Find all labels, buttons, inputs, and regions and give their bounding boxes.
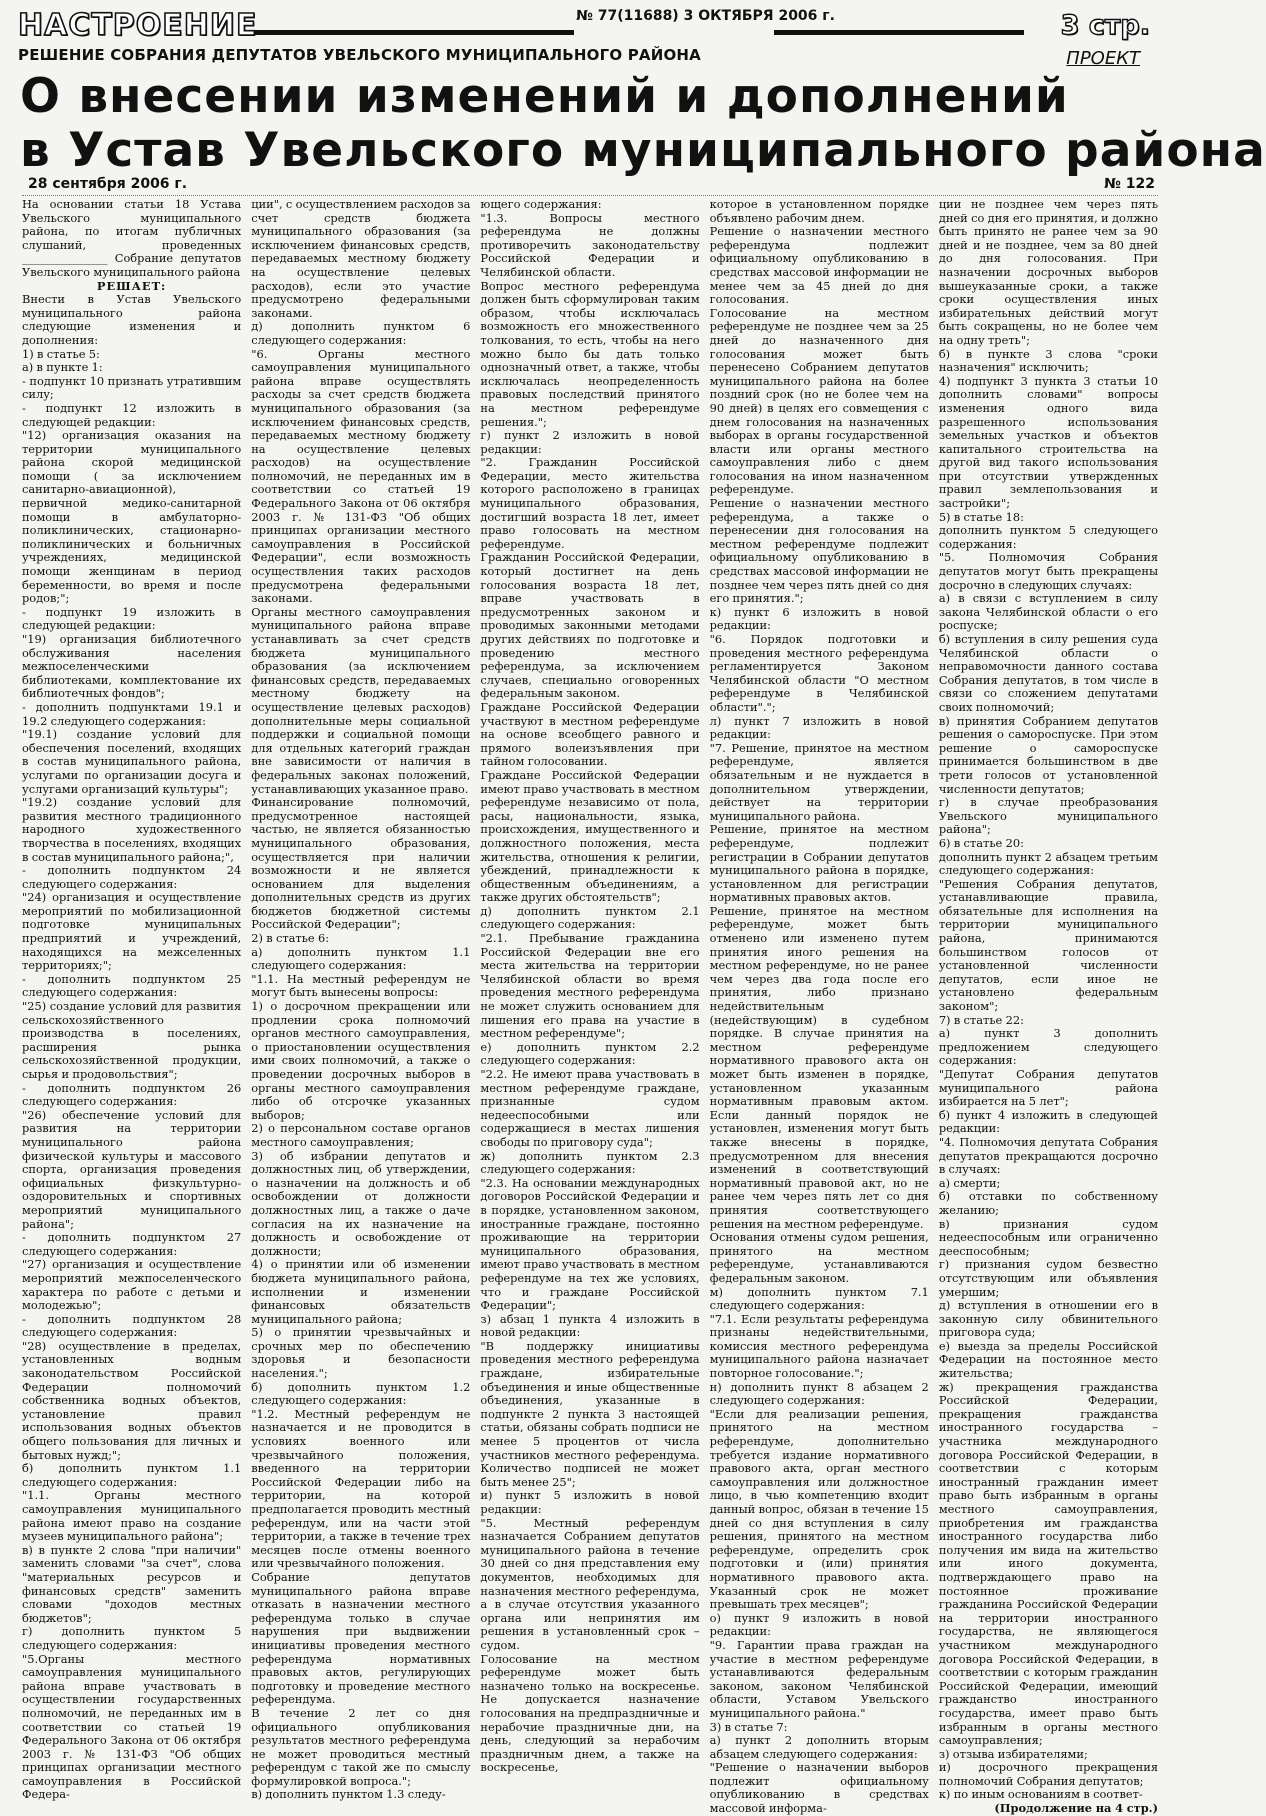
column-4 <box>709 197 929 1816</box>
column-5-text: ции не позднее чем через пять дней со дня его принятия, и должно быть принято не ранее чем за 90 дней и не позднее, чем за 80 дней до дня голосования. При назначении досрочных выборов вышеуказанные сроки, а также сроки осуществления иных избирательных действий могут быть сокращены, но не более чем на одну треть"; б) в пункте 3 слова "сроки назначения" исключить; 4) подпункт 3 пункта 3 статьи 10 дополнить словами" вопросы изменения одного вида разрешенного использования земельных участков и объектов капитального строительства на другой вид такого использования при отсутствии утвержденных правил землепользования и застройки"; 5) в статье 18: дополнить пунктом 5 следующего содержания: "5. Полномочия Собрания депутатов могут быть прекращены досрочно в следующих случаях: а) в связи с вступлением в силу закона Челябинской области о его роспуске; б) вступления в силу решения суда Челябинской области о неправомочности данного состава Собрания депутатов, в том числе в связи со сложением депутатами своих полномочий; в) принятия Собранием депутатов решения о самороспуске. При этом решение о самороспуске принимается большинством в две трети голосов от установленной численности депутатов; г) в случае преобразования Увельского муниципального района"; 6) в статье 20: дополнить пункт 2 абзацем третьим следующего содержания: "Решения Собрания депутатов, устанавливающие правила, обязательные для исполнения на территории муниципального района, принимаются большинством голосов от установленной численности депутатов, если иное не установлено федеральным законом"; 7) в статье 22: а) пункт 3 дополнить предложением следующего содержания: "Депутат Собрания депутатов муниципального района избирается на 5 лет"; б) пункт 4 изложить в следующей редакции: "4. Полномочия депутата Собрания депутатов прекращаются досрочно в случаях: а) смерти; б) отставки по собственному желанию; в) признания судом недееспособным или ограниченно дееспособным; г) признания судом безвестно отсутствующим или объявления умершим; д) вступления в отношении его в законную силу обвинительного приговора суда; е) выезда за пределы Российской Федерации на постоянное место жительства; ж) прекращения гражданства Российской Федерации, прекращения гражданства иностранного государства – участника международного договора Российской Федерации, в соответствии с которым иностранный гражданин имеет право быть избранным в органы местного самоуправления, приобретения им гражданства иностранного государства либо получения им вида на жительство или иного документа, подтверждающего право на постоянное проживание гражданина Российской Федерации на территории иностранного государства, не являющегося участником международного договора Российской Федерации, в соответствии с которым гражданин Российской Федерации, имеющий гражданство иностранного государства, имеет право быть избранным в органы местного самоуправления; з) отзыва избирателями; и) досрочного прекращения полномочий Собрания депутатов; к) по иным основаниям в соответ- <box>938 197 1159 1802</box>
headline-line-1: О внесении изменений и дополнений <box>20 69 1069 124</box>
continuation-note: (Продолжение на 4 стр.) <box>994 1801 1159 1816</box>
intro-paragraph: На основании статьи 18 Устава Увельского муниципального района, по итогам публичных слушаний, проведенных _______________ Собрание депутатов Увельского муниципального района <box>22 197 242 279</box>
column-2 <box>251 197 471 1802</box>
column-1 <box>22 197 242 1802</box>
page-number: 3 стр. <box>1055 10 1150 41</box>
column-4-text: которое в установленном порядке объявлено рабочим днем. Решение о назначении местного референдума подлежит официальному опубликованию в средствах массовой информации не менее чем за 45 дней до дня голосования. Голосование на местном референдуме не позднее чем за 25 дней до назначенного дня голосования может быть перенесено Собранием депутатов муниципального района на более поздний срок (но не более чем на 90 дней) в целях его совмещения с днем голосования на назначенных выборах в органы государственной власти или органы местного самоуправления либо с днем голосования на ином назначенном референдуме. Решение о назначении местного референдума, а также о перенесении дня голосования на местном референдуме подлежит официальному опубликованию в средствах массовой информации не позднее чем через пять дней со дня его принятия."; к) пункт 6 изложить в новой редакции: "6. Порядок подготовки и проведения местного референдума регламентируется Законом Челябинской области "О местном референдуме в Челябинской области"."; л) пункт 7 изложить в новой редакции: "7. Решение, принятое на местном референдуме, является обязательным и не нуждается в дополнительном утверждении, действует на территории муниципального района. Решение, принятое на местном референдуме, подлежит регистрации в Собрании депутатов муниципального района в порядке, установленном для регистрации нормативных правовых актов. Решение, принятое на местном референдуме, может быть отменено или изменено путем принятия иного решения на местном референдуме, но не ранее чем через два года после его принятия, либо признано недействительным (недействующим) в судебном порядке. В случае принятия на местном референдуме нормативного правового акта он может быть изменен в порядке, установленном указанным нормативным правовым актом. Если данный порядок не установлен, изменения могут быть также внесены в порядке, предусмотренном для внесения изменений в соответствующий нормативный правовой акт, но не ранее чем через пять лет со дня принятия соответствующего решения на местном референдуме. Основания отмены судом решения, принятого на местном референдуме, устанавливаются федеральным законом. м) дополнить пунктом 7.1 следующего содержания: "7.1. Если результаты референдума признаны недействительными, комиссия местного референдума муниципального района назначает повторное голосование."; н) дополнить пункт 8 абзацем 2 следующего содержания: "Если для реализации решения, принятого на местном референдуме, дополнительно требуется издание нормативного правового акта, орган местного самоуправления или должностное лицо, в чью компетенцию входит данный вопрос, обязан в течение 15 дней со дня вступления в силу решения, принятого на местном референдуме, определить срок подготовки и (или) принятия нормативного правового акта. Указанный срок не может превышать трех месяцев"; о) пункт 9 изложить в новой редакции: "9. Гарантии права граждан на участие в местном референдуме устанавливаются федеральным законом, законом Челябинской области, Уставом Увельского муниципального района." 3) в статье 7: а) пункт 2 дополнить вторым абзацем следующего содержания: "Решение о назначении выборов подлежит официальному опубликованию в средствах массовой информа- <box>709 197 929 1816</box>
divider <box>22 195 1158 196</box>
column-3-text: ющего содержания: "1.3. Вопросы местного референдума не должны противоречить законодательству Российской Федерации и Челябинской области. Вопрос местного референдума должен быть сформулирован таким образом, чтобы исключалась возможность его множественного толкования, то есть, чтобы на него можно было бы дать только однозначный ответ, а также, чтобы исключалась неопределенность правовых последствий принятого на местном референдуме решения."; г) пункт 2 изложить в новой редакции: "2. Гражданин Российской Федерации, место жительства которого расположено в границах муниципального образования, достигший возраста 18 лет, имеет право голосовать на местном референдуме. Гражданин Российской Федерации, который достигнет на день голосования возраста 18 лет, вправе участвовать в предусмотренных законом и проводимых законными методами других действиях по подготовке и проведению местного референдума, за исключением случаев, специально оговоренных федеральным законом. Граждане Российской Федерации участвуют в местном референдуме на основе всеобщего равного и прямого волеизъявления при тайном голосовании. Граждане Российской Федерации имеют право участвовать в местном референдуме независимо от пола, расы, национальности, языка, происхождения, имущественного и должностного положения, места жительства, отношения к религии, убеждений, принадлежности к общественным объединениям, а также других обстоятельств"; д) дополнить пунктом 2.1 следующего содержания: "2.1. Пребывание гражданина Российской Федерации вне его места жительства на территории Челябинской области во время проведения местного референдума не может служить основанием для лишения его права на участие в местном референдуме"; е) дополнить пунктом 2.2 следующего содержания: "2.2. Не имеют права участвовать в местном референдуме граждане, признанные судом недееспособными или содержащиеся в местах лишения свободы по приговору суда"; ж) дополнить пунктом 2.3 следующего содержания: "2.3. На основании международных договоров Российской Федерации и в порядке, установленном законом, иностранные граждане, постоянно проживающие на территории муниципального образования, имеют право участвовать в местном референдуме на тех же условиях, что и граждане Российской Федерации"; з) абзац 1 пункта 4 изложить в новой редакции: "В поддержку инициативы проведения местного референдума граждане, избирательные объединения и иные общественные объединения, указанные в подпункте 2 пункта 3 настоящей статьи, обязаны собрать подписи не менее 5 процентов от числа участников местного референдума. Количество подписей не может быть менее 25"; и) пункт 5 изложить в новой редакции: "5. Местный референдум назначается Собранием депутатов муниципального района в течение 30 дней со дня представления ему документов, необходимых для назначения местного референдума, а в случае отсутствия указанного органа или непринятия им решения в установленный срок – судом. Голосование на местном референдуме может быть назначено только на воскресенье. Не допускается назначение голосования на предпраздничные и нерабочие праздничные дни, на день, следующий за нерабочим праздничным днем, а также на воскресенье, <box>480 197 700 1775</box>
decides-heading: РЕШАЕТ: <box>96 278 167 293</box>
headline <box>20 69 1266 178</box>
section-title: РЕШЕНИЕ СОБРАНИЯ ДЕПУТАТОВ УВЕЛЬСКОГО МУНИЦИПАЛЬНОГО РАЙОНА <box>18 46 701 64</box>
column-5 <box>938 197 1159 1816</box>
issue-info: № 77(11688) 3 ОКТЯБРЯ 2006 г. <box>570 8 841 24</box>
project-label: ПРОЕКТ <box>1066 48 1140 69</box>
decision-date: 28 сентября 2006 г. <box>28 176 188 192</box>
article-columns <box>22 197 1159 1816</box>
column-2-text: ции", с осуществлением расходов за счет средств бюджета муниципального образования (за исключением финансовых средств, передаваемых местному бюджету на осуществление целевых расходов), если это участие предусмотрено федеральными законами. д) дополнить пунктом 6 следующего содержания: "6. Органы местного самоуправления муниципального района вправе осуществлять расходы за счет средств бюджета муниципального образования (за исключением финансовых средств, передаваемых местному бюджету на осуществление целевых расходов) на осуществление полномочий, не переданных им в соответствии со статьей 19 Федерального Закона от 06 октября 2003 г. № 131-ФЗ "Об общих принципах организации местного самоуправления в Российской Федерации", если возможность осуществления таких расходов предусмотрена федеральными законами. Органы местного самоуправления муниципального района вправе устанавливать за счет средств бюджета муниципального образования (за исключением финансовых средств, передаваемых местному бюджету на осуществление целевых расходов) дополнительные меры социальной поддержки и социальной помощи для отдельных категорий граждан вне зависимости от наличия в федеральных законах положений, устанавливающих указанное право. Финансирование полномочий, предусмотренное настоящей частью, не является обязанностью муниципального образования, осуществляется при наличии возможности и не является основанием для выделения дополнительных средств из других бюджетов бюджетной системы Российской Федерации"; 2) в статье 6: а) дополнить пунктом 1.1 следующего содержания: "1.1. На местный референдум не могут быть вынесены вопросы: 1) о досрочном прекращении или продлении срока полномочий органов местного самоуправления, о приостановлении осуществления ими своих полномочий, а также о проведении досрочных выборов в органы местного самоуправления либо об отсрочке указанных выборов; 2) о персональном составе органов местного самоуправления; 3) об избрании депутатов и должностных лиц, об утверждении, о назначении на должность и об освобождении от должности должностных лиц, а также о даче согласия на их назначение на должность и освобождение от должности; 4) о принятии или об изменении бюджета муниципального района, исполнении и изменении финансовых обязательств муниципального района; 5) о принятии чрезвычайных и срочных мер по обеспечению здоровья и безопасности населения."; б) дополнить пунктом 1.2 следующего содержания: "1.2. Местный референдум не назначается и не проводится в условиях военного или чрезвычайного положения, введенного на территории Российской Федерации либо на территории, на которой предполагается проводить местный референдум, или на части этой территории, а также в течение трех месяцев после отмены военного или чрезвычайного положения. Собрание депутатов муниципального района вправе отказать в назначении местного референдума только в случае нарушения при выдвижении инициативы проведения местного референдума нормативных правовых актов, регулирующих подготовку и проведение местного референдума. В течение 2 лет со дня официального опубликования результатов местного референдума не может проводиться местный референдум с такой же по смыслу формулировкой вопроса."; в) дополнить пунктом 1.3 следу- <box>251 197 471 1802</box>
masthead <box>18 8 1158 68</box>
decision-number: № 122 <box>1104 176 1155 192</box>
masthead-rule <box>774 30 1024 35</box>
newspaper-title: НАСТРОЕНИЕ <box>18 8 258 43</box>
headline-line-2: в Устав Увельского муниципального района <box>20 123 1266 178</box>
column-3 <box>480 197 700 1775</box>
masthead-rule <box>250 30 574 35</box>
column-1-text: Внести в Устав Увельского муниципального района следующие изменения и дополнения: 1) в статье 5: а) в пункте 1: - подпункт 10 признать утратившим силу; - подпункт 12 изложить в следующей редакции: "12) организация оказания на территории муниципального района скорой медицинской помощи ( за исключением санитарно-авиационной), первичной медико-санитарной помощи в амбулаторно-поликлинических, стационарно-поликлинических и больничных учреждениях, медицинской помощи женщинам в период беременности, во время и после родов;"; - подпункт 19 изложить в следующей редакции: "19) организация библиотечного обслуживания населения межпоселенческими библиотеками, комплектование их библиотечных фондов"; - дополнить подпунктами 19.1 и 19.2 следующего содержания: "19.1) создание условий для обеспечения поселений, входящих в состав муниципального района, услугами по организации досуга и услугами организаций культуры"; "19.2) создание условий для развития местного традиционного народного художественного творчества в поселениях, входящих в состав муниципального района;", - дополнить подпунктом 24 следующего содержания: "24) организация и осуществление мероприятий по мобилизационной подготовке муниципальных предприятий и учреждений, находящихся на межселенных территориях;"; - дополнить подпунктом 25 следующего содержания: "25) создание условий для развития сельскохозяйственного производства в поселениях, расширения рынка сельскохозяйственной продукции, сырья и продовольствия"; - дополнить подпунктом 26 следующего содержания: "26) обеспечение условий для развития на территории муниципального района физической культуры и массового спорта, организация проведения официальных физкультурно-оздоровительных и спортивных мероприятий муниципального района"; - дополнить подпунктом 27 следующего содержания: "27) организация и осуществление мероприятий межпоселенческого характера по работе с детьми и молодежью"; - дополнить подпунктом 28 следующего содержания: "28) осуществление в пределах, установленных водным законодательством Российской Федерации полномочий собственника водных объектов, установление правил использования водных объектов общего пользования для личных и бытовых нужд;"; б) дополнить пунктом 1.1 следующего содержания: "1.1. Органы местного самоуправления муниципального района имеют право на создание музеев муниципального района"; в) в пункте 2 слова "при наличии" заменить словами "за счет", слова "материальных ресурсов и финансовых средств" заменить словами "доходов местных бюджетов"; г) дополнить пунктом 5 следующего содержания: "5.Органы местного самоуправления муниципального района вправе участвовать в осуществлении государственных полномочий, не переданных им в соответствии со статьей 19 Федерального Закона от 06 октября 2003 г. № 131-ФЗ "Об общих принципах организации местного самоуправления в Российской Федера- <box>22 292 242 1802</box>
